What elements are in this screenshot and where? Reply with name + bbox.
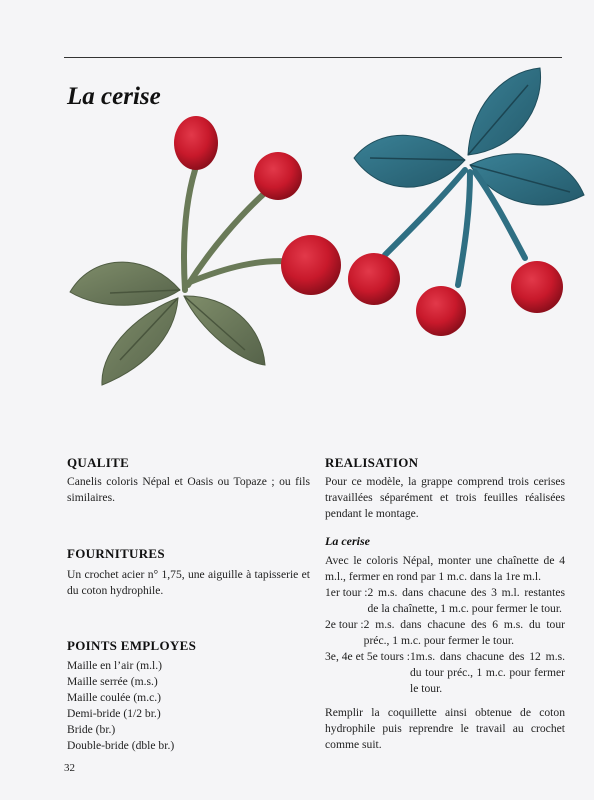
tour-row	[325, 649, 565, 697]
points-list	[67, 658, 310, 754]
tour-text: 2 m.s. dans chacune des 3 m.l. restantes de la chaînette, 1 m.c. pour fermer le tour.	[367, 586, 565, 615]
qualite-text: Canelis coloris Népal et Oasis ou Topaze ; ou fils similaires.	[67, 475, 310, 504]
tour-text: 1m.s. dans chacune des 12 m.s. du tour préc., 1 m.c. pour fermer le tour.	[410, 650, 565, 695]
fournitures-text: Un crochet acier n° 1,75, une aiguille à tapisserie et du coton hydrophile.	[67, 568, 310, 597]
realisation-intro: Pour ce modèle, la grappe comprend trois cerises travaillées séparément et trois feuilles réalisées pendant le montage.	[325, 475, 565, 520]
blue-cluster-cherries	[348, 253, 563, 336]
tour-text: 2 m.s. dans chacune des 6 m.s. du tour préc., 1 m.c. pour fermer le tour.	[363, 618, 565, 647]
list-item: Maille coulée (m.c.)	[67, 691, 161, 704]
tour-label: 1er tour :	[325, 586, 368, 599]
green-leaves	[70, 262, 265, 385]
page-title: La cerise	[67, 83, 161, 110]
list-item: Bride (br.)	[67, 723, 116, 736]
qualite-heading: QUALITE	[67, 455, 130, 470]
cerise-end: Remplir la coquillette ainsi obtenue de coton hydrophile puis reprendre le travail au crochet comme suit.	[325, 706, 565, 751]
points-heading: POINTS EMPLOYES	[67, 638, 197, 653]
tour-label: 3e, 4e et 5e tours :	[325, 650, 410, 663]
tour-row	[325, 585, 565, 617]
page-number: 32	[64, 762, 75, 774]
list-item: Maille en l’air (m.l.)	[67, 659, 162, 672]
cerise-subheading: La cerise	[325, 534, 370, 548]
cerise-start: Avec le coloris Népal, monter une chaînette de 4 m.l., fermer en rond par 1 m.c. dans la 1re m.l.	[325, 554, 565, 583]
tour-row	[325, 617, 565, 649]
list-item: Demi-bride (1/2 br.)	[67, 707, 161, 720]
list-item: Double-bride (dble br.)	[67, 739, 175, 752]
realisation-heading: REALISATION	[325, 455, 419, 470]
fournitures-heading: FOURNITURES	[67, 546, 165, 561]
list-item: Maille serrée (m.s.)	[67, 675, 158, 688]
tour-label: 2e tour :	[325, 618, 364, 631]
tours-list	[325, 585, 565, 697]
